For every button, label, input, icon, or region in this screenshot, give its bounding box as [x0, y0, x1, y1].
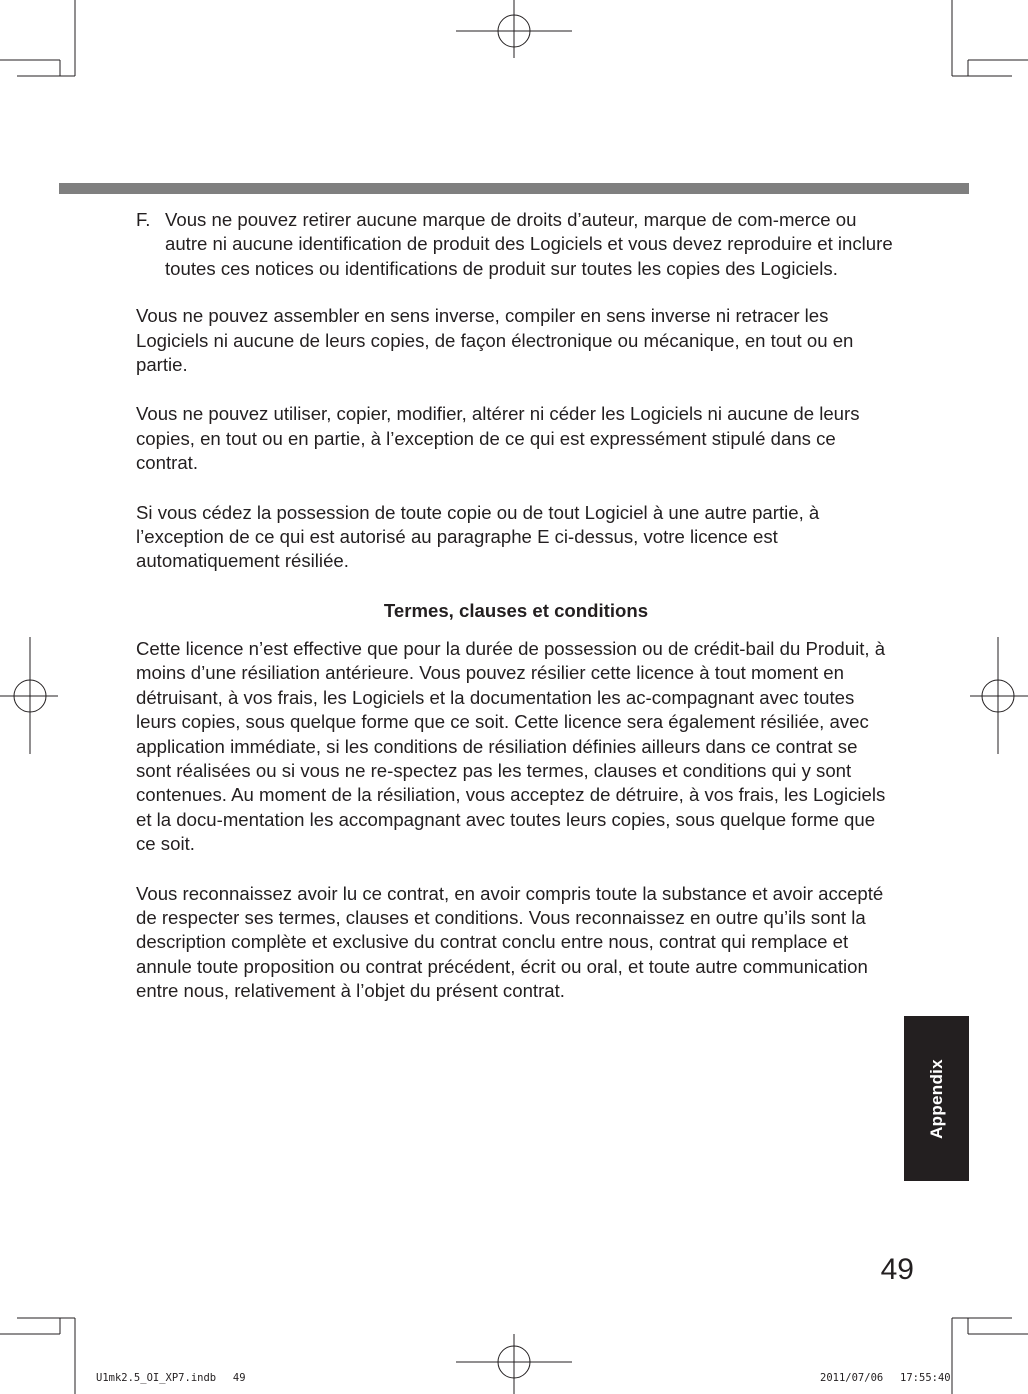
side-tab-label: Appendix — [926, 1058, 946, 1139]
print-slug-datetime: 2011/07/06 17:55:40 — [820, 1372, 951, 1384]
list-item-label: F. — [136, 209, 151, 230]
page-number: 49 — [880, 1253, 914, 1286]
page-body — [136, 208, 896, 1029]
paragraph: Vous ne pouvez assembler en sens inverse, compiler en sens inverse ni retracer les Logiciels ni aucune de leurs copies, de façon électronique ou mécanique, en tout ou en partie. — [136, 305, 854, 376]
header-rule — [59, 183, 969, 194]
paragraph: Cette licence n’est effective que pour la durée de possession ou de crédit-bail du Produit, à moins d’une résiliation antérieure. Vous pouvez résilier cette licence à tout moment en détruisant, à vos frais, les Logiciels et la documentation les ac-compagnant avec toutes leurs copies, sous quelque forme que ce soit. Cette licence sera également résiliée, avec application immédiate, si les conditions de résiliation définies ailleurs dans ce contrat se sont réalisées ou si vous ne re-spectez pas les termes, clauses et conditions qui y sont contenues. Au moment de la résiliation, vous acceptez de détruire, à vos frais, les Logiciels et la docu-mentation les accompagnant avec toutes leurs copies, sous quelque forme que ce soit. — [136, 637, 886, 855]
list-item-text: Vous ne pouvez retirer aucune marque de droits d’auteur, marque de com-merce ou autre ni aucune identification de produit des Logiciels et vous devez reproduire et inclure toutes ces notices ou identifications de produit sur toutes les copies des Logiciels. — [165, 209, 893, 279]
paragraph: Si vous cédez la possession de toute copie ou de tout Logiciel à une autre partie, à l’exception de ce qui est autorisé au paragraphe E ci-dessus, votre licence est automatiquement résiliée. — [136, 501, 820, 572]
print-slug-file: U1mk2.5_OI_XP7.indb 49 — [96, 1372, 246, 1384]
list-item-f — [136, 208, 896, 281]
section-heading: Termes, clauses et conditions — [383, 599, 649, 621]
appendix-side-tab — [904, 1016, 969, 1181]
paragraph: Vous ne pouvez utiliser, copier, modifier, altérer ni céder les Logiciels ni aucune de leurs copies, en tout ou en partie, à l’exception de ce qui est expressément stipulé dans ce contrat. — [136, 403, 860, 474]
paragraph: Vous reconnaissez avoir lu ce contrat, en avoir compris toute la substance et avoir accepté de respecter ses termes, clauses et conditions. Vous reconnaissez en outre qu’ils sont la description complète et exclusive du contrat conclu entre nous, contrat qui remplace et annule toute proposition ou contrat précédent, écrit ou oral, et toute autre communication entre nous, relativement à l’objet du présent contrat. — [136, 882, 884, 1002]
